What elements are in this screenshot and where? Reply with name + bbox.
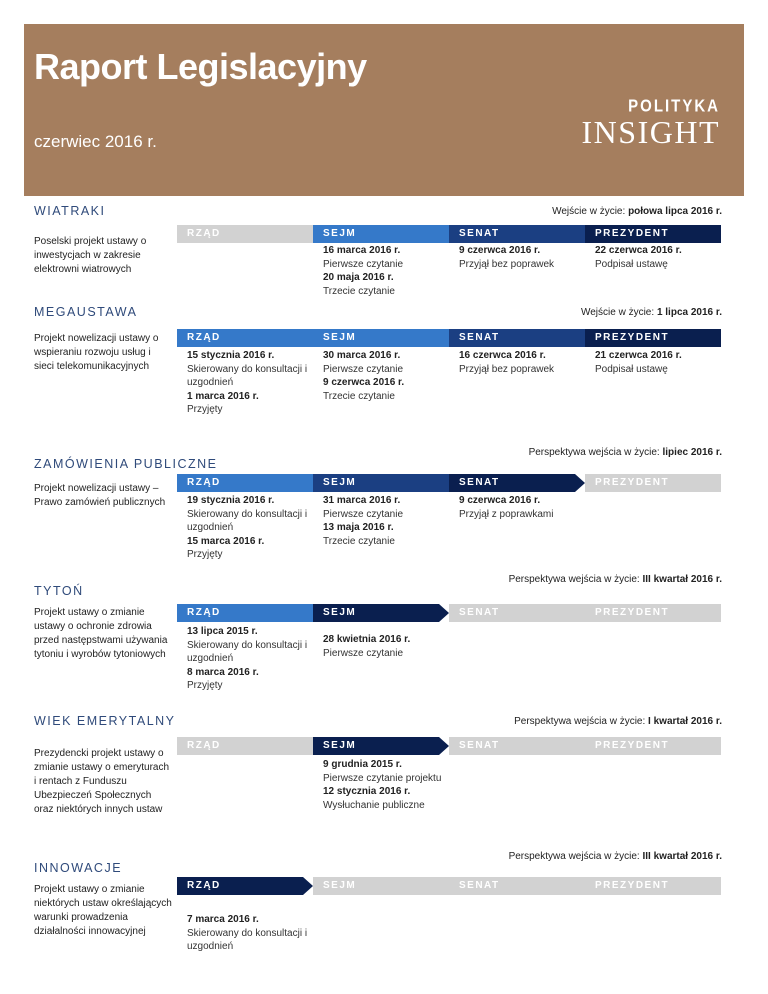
stage-note: Pierwsze czytanie: [323, 508, 404, 520]
entry-into-force: [509, 851, 722, 862]
stage-note: Przyjęty: [187, 404, 223, 415]
stage-label: PREZYDENT: [595, 740, 670, 751]
entry-into-force: [552, 206, 722, 217]
stage-prezydent: [585, 225, 721, 243]
stage-progress-bar: [177, 474, 718, 492]
entry-label: Perspektywa wejścia w życie:: [528, 447, 663, 458]
stage-note: Przyjęty: [187, 549, 223, 560]
section-title: ZAMÓWIENIA PUBLICZNE: [34, 457, 218, 471]
entry-value: I kwartał 2016 r.: [648, 716, 722, 727]
stage-senat: [449, 329, 585, 347]
stage-details: [595, 244, 717, 271]
stage-note: Pierwsze czytanie: [323, 363, 404, 375]
report-date: czerwiec 2016 r.: [34, 132, 157, 151]
stage-note: Przyjął z poprawkami: [459, 508, 554, 520]
entry-label: Wejście w życie:: [580, 307, 657, 318]
section-title: WIATRAKI: [34, 204, 106, 218]
stage-date: 8 marca 2016 r.: [187, 666, 259, 678]
report-header: [24, 24, 744, 196]
stage-label: SENAT: [459, 740, 500, 751]
stage-sejm: [313, 877, 449, 895]
stage-label: SEJM: [323, 228, 357, 239]
stage-date: 9 czerwca 2016 r.: [459, 495, 541, 506]
stage-senat: [449, 604, 585, 622]
stage-date: 9 czerwca 2016 r.: [323, 377, 405, 388]
bill-description: Projekt ustawy o zmianie niektórych ustaw określających warunki prowadzenia działalności innowacyjnej: [34, 884, 172, 937]
entry-value: połowa lipca 2016 r.: [628, 206, 722, 217]
entry-label: Perspektywa wejścia w życie:: [508, 851, 643, 862]
stage-date: 16 czerwca 2016 r.: [459, 350, 546, 361]
stage-date: 19 stycznia 2016 r.: [187, 495, 275, 506]
stage-date: 9 czerwca 2016 r.: [459, 245, 541, 256]
stage-details: [323, 625, 445, 660]
bill-description: Projekt nowelizacji ustawy o wspieraniu rozwoju usług i sieci telekomunikacyjnych: [34, 333, 159, 372]
stage-rzad: [177, 737, 313, 755]
entry-label: Perspektywa wejścia w życie:: [508, 574, 643, 585]
stage-details: [595, 349, 717, 376]
stage-note: Przyjęty: [187, 680, 223, 691]
section-title: WIEK EMERYTALNY: [34, 714, 176, 728]
stage-label: SENAT: [459, 228, 500, 239]
stage-label: SEJM: [323, 880, 357, 891]
stage-date: 21 czerwca 2016 r.: [595, 350, 682, 361]
stage-prezydent: [585, 474, 721, 492]
logo-bottom-text: INSIGHT: [581, 114, 720, 150]
polityka-insight-logo: [581, 96, 720, 150]
stage-progress-bar: [177, 604, 718, 622]
stage-senat: [449, 225, 585, 243]
stage-label: SEJM: [323, 477, 357, 488]
stage-date: 28 kwietnia 2016 r.: [323, 634, 411, 645]
stage-senat: [449, 877, 585, 895]
section-title: INNOWACJE: [34, 861, 123, 875]
stage-sejm: [313, 329, 449, 347]
stage-note: Skierowany do konsultacji i uzgodnień: [187, 639, 308, 664]
logo-top-text: POLITYKA: [628, 96, 720, 117]
stage-date: 16 marca 2016 r.: [323, 245, 401, 256]
stage-prezydent: [585, 877, 721, 895]
entry-value: III kwartał 2016 r.: [642, 574, 722, 585]
stage-label: PREZYDENT: [595, 228, 670, 239]
stage-details: [323, 244, 445, 298]
stage-note: Skierowany do konsultacji i uzgodnień: [187, 508, 308, 533]
stage-note: Pierwsze czytanie: [323, 647, 404, 659]
stage-sejm: [313, 737, 449, 755]
stage-note: Trzecie czytanie: [323, 390, 395, 402]
entry-value: lipiec 2016 r.: [662, 447, 722, 458]
stage-senat: [449, 737, 585, 755]
stage-note: Podpisał ustawę: [595, 363, 668, 375]
entry-label: Perspektywa wejścia w życie:: [514, 716, 649, 727]
bill-description: Projekt ustawy o zmianie ustawy o ochronie zdrowia przed następstwami używania tytoniu i wyrobów tytoniowych: [34, 607, 168, 660]
stage-progress-bar: [177, 737, 718, 755]
stage-prezydent: [585, 737, 721, 755]
stage-details: [187, 905, 309, 954]
stage-details: [187, 349, 309, 417]
entry-into-force: [514, 716, 722, 727]
stage-date: 13 maja 2016 r.: [323, 522, 394, 533]
stage-note: Wysłuchanie publiczne: [323, 799, 425, 811]
stage-progress-bar: [177, 877, 718, 895]
stage-label: RZĄD: [187, 740, 221, 751]
stage-rzad: [177, 329, 313, 347]
entry-into-force: [529, 447, 722, 458]
stage-label: PREZYDENT: [595, 880, 670, 891]
stage-prezydent: [585, 604, 721, 622]
stage-date: 12 stycznia 2016 r.: [323, 786, 411, 797]
bill-description: Prezydencki projekt ustawy o zmianie ustawy o emeryturach i rentach z Funduszu Ubezpieczeń Społecznych oraz niektórych innych ustaw: [34, 748, 170, 815]
stage-details: [323, 494, 445, 548]
stage-sejm: [313, 474, 449, 492]
stage-details: [459, 349, 581, 376]
stage-note: Pierwsze czytanie: [323, 258, 404, 270]
stage-date: 22 czerwca 2016 r.: [595, 245, 682, 256]
stage-note: [187, 905, 309, 913]
stage-progress-bar: [177, 225, 718, 243]
entry-into-force: [581, 307, 722, 318]
stage-details: [459, 494, 581, 521]
stage-details: [459, 244, 581, 271]
stage-label: SENAT: [459, 880, 500, 891]
stage-note: Podpisał ustawę: [595, 258, 668, 270]
section-title: MEGAUSTAWA: [34, 305, 138, 319]
entry-into-force: [509, 574, 722, 585]
stage-rzad: [177, 604, 313, 622]
stage-date: 30 marca 2016 r.: [323, 350, 401, 361]
stage-date: 15 marca 2016 r.: [187, 535, 265, 547]
stage-note: Trzecie czytanie: [323, 535, 395, 547]
section-title: TYTOŃ: [34, 584, 84, 598]
stage-label: RZĄD: [187, 477, 221, 488]
stage-note: Pierwsze czytanie projektu: [323, 772, 442, 784]
stage-label: RZĄD: [187, 880, 221, 891]
report-title: Raport Legislacyjny: [34, 46, 367, 87]
stage-label: SEJM: [323, 740, 357, 751]
stage-details: [323, 758, 445, 812]
stage-label: PREZYDENT: [595, 607, 670, 618]
stage-note: Przyjął bez poprawek: [459, 363, 555, 375]
stage-label: RZĄD: [187, 332, 221, 343]
bill-description: Projekt nowelizacji ustawy – Prawo zamówień publicznych: [34, 483, 166, 508]
stage-sejm: [313, 604, 449, 622]
entry-label: Wejście w życie:: [552, 206, 629, 217]
stage-label: SEJM: [323, 332, 357, 343]
stage-note: Przyjął bez poprawek: [459, 258, 555, 270]
stage-label: SENAT: [459, 607, 500, 618]
stage-label: PREZYDENT: [595, 332, 670, 343]
bill-description: Poselski projekt ustawy o inwestycjach w zakresie elektrowni wiatrowych: [34, 236, 147, 275]
stage-prezydent: [585, 329, 721, 347]
stage-label: SEJM: [323, 607, 357, 618]
stage-label: RZĄD: [187, 607, 221, 618]
stage-progress-bar: [177, 329, 718, 347]
stage-sejm: [313, 225, 449, 243]
stage-details: [323, 349, 445, 403]
stage-label: RZĄD: [187, 228, 221, 239]
stage-date: 20 maja 2016 r.: [323, 272, 394, 283]
stage-note: Skierowany do konsultacji i uzgodnień: [187, 363, 308, 388]
entry-value: 1 lipca 2016 r.: [656, 307, 722, 318]
stage-date: 13 lipca 2015 r.: [187, 626, 258, 637]
stage-date: 31 marca 2016 r.: [323, 495, 401, 506]
stage-note: [323, 625, 445, 633]
stage-date: 1 marca 2016 r.: [187, 390, 259, 402]
stage-details: [187, 625, 309, 693]
stage-rzad: [177, 474, 313, 492]
stage-date: 7 marca 2016 r.: [187, 914, 259, 925]
stage-label: PREZYDENT: [595, 477, 670, 488]
entry-value: III kwartał 2016 r.: [642, 851, 722, 862]
stage-note: Trzecie czytanie: [323, 285, 395, 297]
stage-senat: [449, 474, 585, 492]
stage-label: SENAT: [459, 477, 500, 488]
stage-rzad: [177, 877, 313, 895]
stage-details: [187, 494, 309, 562]
stage-note: Skierowany do konsultacji i uzgodnień: [187, 927, 308, 952]
stage-date: 9 grudnia 2015 r.: [323, 759, 402, 770]
stage-date: 15 stycznia 2016 r.: [187, 350, 275, 361]
stage-rzad: [177, 225, 313, 243]
stage-label: SENAT: [459, 332, 500, 343]
